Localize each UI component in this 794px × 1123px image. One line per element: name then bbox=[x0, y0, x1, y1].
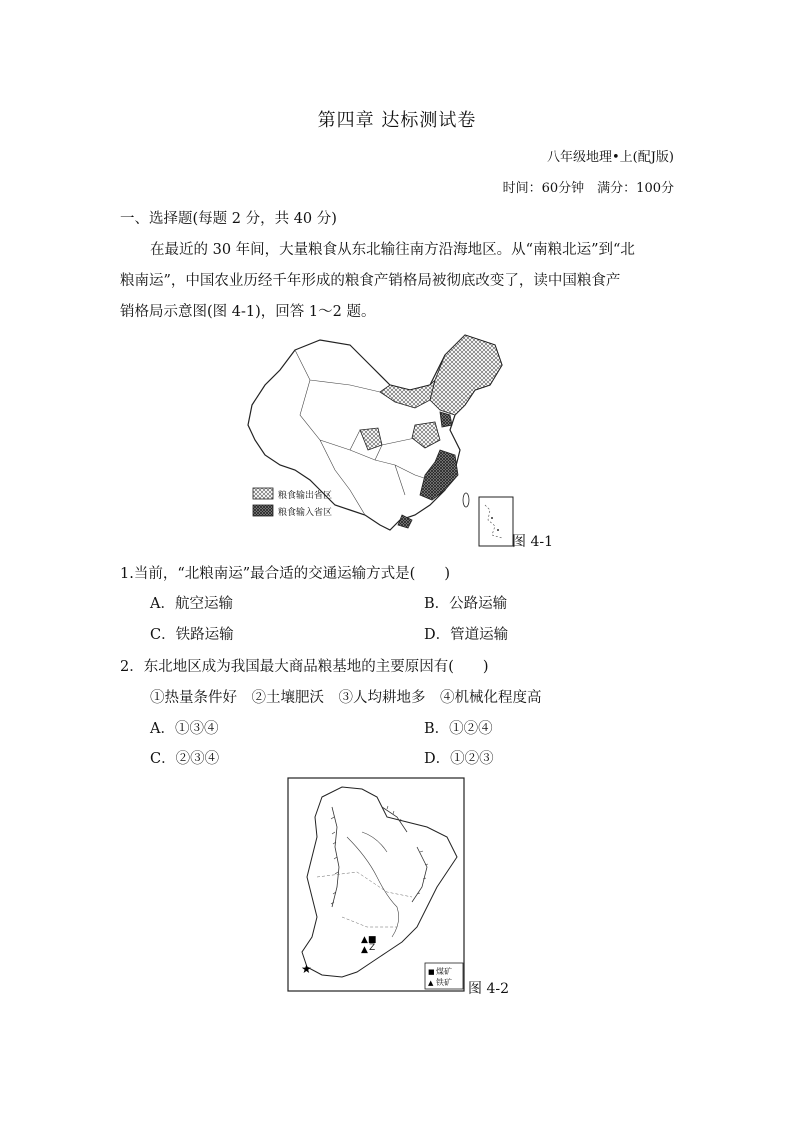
northeast-map-svg bbox=[287, 777, 511, 993]
svg-text:▲: ▲ bbox=[361, 945, 368, 955]
edition-label: 八年级地理•上(配J版) bbox=[546, 150, 674, 165]
figure-4-1-caption: 图 4-1 bbox=[512, 534, 553, 550]
question-1-stem: 1.当前，“北粮南运”最合适的交通运输方式是( ) bbox=[120, 566, 450, 582]
legend-export-label: 粮食输出省区 bbox=[278, 491, 333, 501]
intro-line-1: 在最近的 30 年间，大量粮食从东北输往南方沿海地区。从“南粮北运”到“北 bbox=[150, 242, 635, 258]
question-2-stem: 2．东北地区成为我国最大商品粮基地的主要原因有( ) bbox=[120, 659, 489, 675]
export-region-northeast bbox=[430, 335, 502, 415]
svg-text:▲■: ▲■ bbox=[361, 935, 377, 945]
legend-swatch-export bbox=[253, 488, 273, 499]
svg-text:★: ★ bbox=[301, 962, 312, 976]
northeast-map bbox=[287, 777, 511, 993]
svg-text:■: ■ bbox=[428, 968, 435, 976]
legend-import-label: 粮食输入省区 bbox=[278, 508, 333, 518]
section-heading: 一、选择题(每题 2 分，共 40 分) bbox=[120, 211, 337, 227]
taiwan-island bbox=[463, 493, 469, 507]
china-grain-map bbox=[240, 330, 520, 548]
legend-swatch-import bbox=[253, 505, 273, 516]
intro-line-3: 销格局示意图(图 4-1)，回答 1～2 题。 bbox=[120, 304, 376, 320]
marker-z-label: Z bbox=[369, 943, 376, 953]
question-2-conditions: ①热量条件好 ②土壤肥沃 ③人均耕地多 ④机械化程度高 bbox=[150, 690, 542, 706]
legend-iron-label: 铁矿 bbox=[436, 978, 452, 987]
q2-option-d[interactable]: D．①②③ bbox=[424, 751, 494, 767]
figure-4-2-caption: 图 4-2 bbox=[468, 981, 509, 997]
svg-text:▲: ▲ bbox=[428, 979, 434, 987]
page-title: 第四章 达标测试卷 bbox=[317, 110, 477, 131]
intro-line-2: 粮南运”，中国农业历经千年形成的粮食产销格局被彻底改变了，读中国粮食产 bbox=[120, 273, 621, 289]
q1-option-a[interactable]: A．航空运输 bbox=[150, 596, 233, 612]
q1-option-c[interactable]: C．铁路运输 bbox=[150, 627, 234, 643]
q2-option-b[interactable]: B．①②④ bbox=[424, 721, 493, 737]
q1-option-b[interactable]: B．公路运输 bbox=[424, 596, 508, 612]
legend-coal-label: 煤矿 bbox=[436, 967, 452, 976]
q2-option-c[interactable]: C．②③④ bbox=[150, 751, 220, 767]
q2-option-a[interactable]: A．①③④ bbox=[150, 721, 219, 737]
time-score-label: 时间：60分钟 满分：100分 bbox=[502, 181, 674, 196]
south-china-sea-inset bbox=[479, 497, 513, 546]
q1-option-d[interactable]: D．管道运输 bbox=[424, 627, 509, 643]
